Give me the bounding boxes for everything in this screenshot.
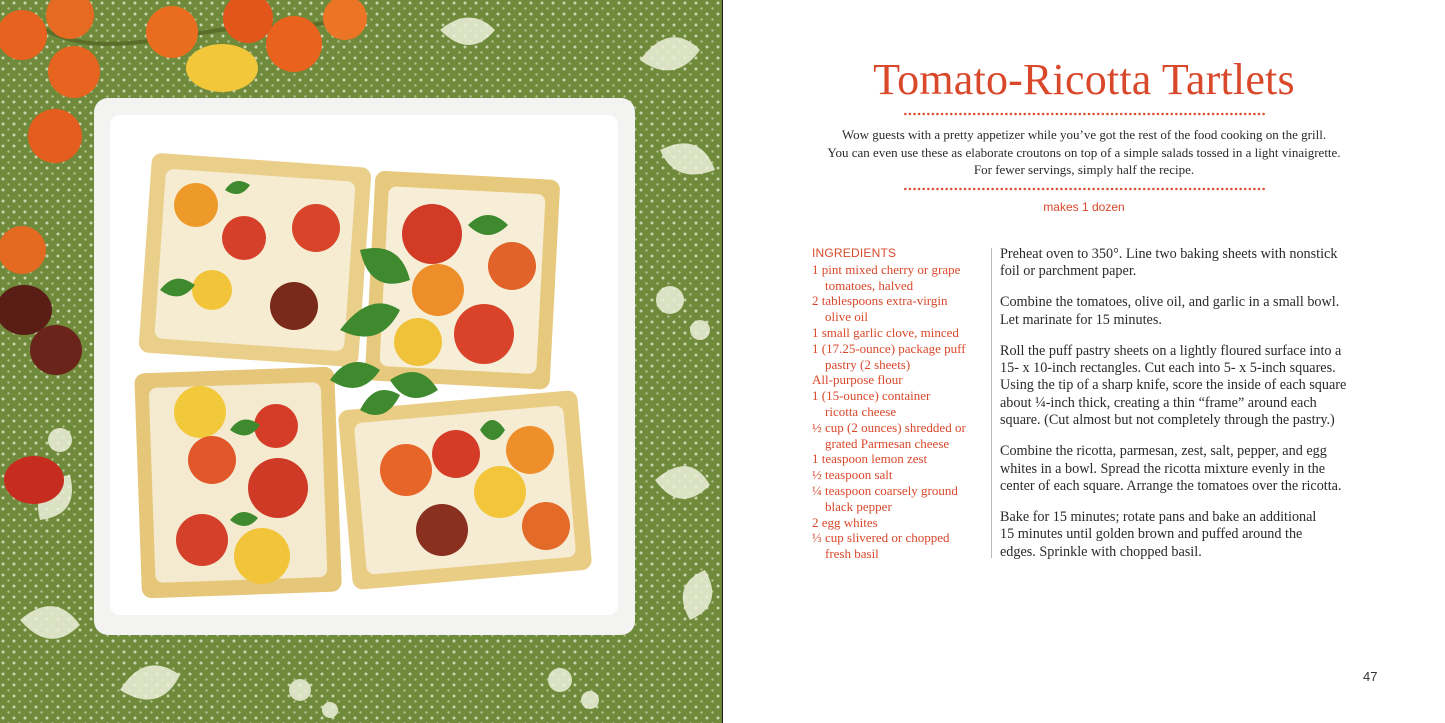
ingredient-line: 1 small garlic clove, minced [812,324,959,340]
direction-line: about ¼-inch thick, creating a thin “frame” around each [1000,394,1317,411]
direction-line: foil or parchment paper. [1000,263,1137,280]
direction-step [1000,443,1360,495]
ingredient-line: black pepper [825,498,892,514]
ingredient-line: 1 (17.25-ounce) package puff [812,340,966,356]
direction-line: 15 minutes until golden brown and puffed around the [1000,526,1303,543]
ingredient-line: ½ teaspoon salt [812,467,893,483]
recipe-title: Tomato-Ricotta Tartlets [873,55,1295,104]
direction-line: Bake for 15 minutes; rotate pans and bake an additional [1000,508,1317,525]
page-number: 47 [1363,669,1378,684]
directions [1000,246,1360,575]
direction-line: Roll the puff pastry sheets on a lightly floured surface into a [1000,342,1342,359]
ingredient-line: tomatoes, halved [825,277,914,293]
direction-line: whites in a bowl. Spread the ricotta mixture evenly in the [1000,460,1326,477]
intro-line: You can even use these as elaborate croutons on top of a simple salads tossed in a light vinaigrette. [827,144,1341,160]
ingredient-line: pastry (2 sheets) [825,356,911,372]
direction-line: Let marinate for 15 minutes. [1000,311,1162,328]
ingredient-line: ⅓ cup slivered or chopped [812,530,950,546]
ingredient-line: olive oil [825,309,868,325]
ingredient-line: fresh basil [825,546,879,562]
direction-line: 15- x 10-inch rectangles. Cut each into 5- x 5-inch squares. [1000,360,1336,377]
direction-step [1000,343,1360,430]
intro-line: Wow guests with a pretty appetizer while you’ve got the rest of the food cooking on the grill. [841,127,1327,142]
ingredient-line: 2 egg whites [812,514,878,530]
direction-step [1000,246,1360,281]
ingredient-line: grated Parmesan cheese [825,435,950,451]
direction-step [1000,294,1360,329]
intro-line: For fewer servings, simply half the recipe. [973,162,1195,178]
ingredient-line: All-purpose flour [812,372,903,388]
dotted-divider-bottom [903,187,1265,191]
dotted-divider-top [903,112,1265,116]
ingredient-line: 2 tablespoons extra-virgin [812,293,948,309]
ingredient-line: ¼ teaspoon coarsely ground [812,482,958,498]
ingredient-line: ½ cup (2 ounces) shredded or [812,419,966,435]
direction-line: Preheat oven to 350°. Line two baking sheets with nonstick [1000,246,1338,262]
direction-step [1000,509,1360,561]
recipe-page [723,0,1445,723]
direction-line: center of each square. Arrange the tomatoes over the ricotta. [1000,477,1342,494]
recipe-yield: makes 1 dozen [1043,200,1125,214]
recipe-intro [783,126,1385,179]
ingredient-line: 1 pint mixed cherry or grape [812,261,961,277]
column-divider [991,248,992,558]
direction-line: Combine the ricotta, parmesan, zest, salt, pepper, and egg [1000,443,1327,460]
direction-line: square. (Cut almost but not completely through the pastry.) [1000,412,1335,429]
direction-line: Using the tip of a sharp knife, score the inside of each square [1000,377,1347,394]
direction-line: Combine the tomatoes, olive oil, and garlic in a small bowl. [1000,294,1340,311]
ingredients-heading: INGREDIENTS [812,246,897,260]
ingredient-line: ricotta cheese [825,403,897,419]
recipe-photo [0,0,722,723]
ingredient-line: 1 teaspoon lemon zest [812,451,928,467]
ingredients-list [812,246,984,562]
ingredient-line: 1 (15-ounce) container [812,388,931,404]
direction-line: edges. Sprinkle with chopped basil. [1000,543,1202,560]
